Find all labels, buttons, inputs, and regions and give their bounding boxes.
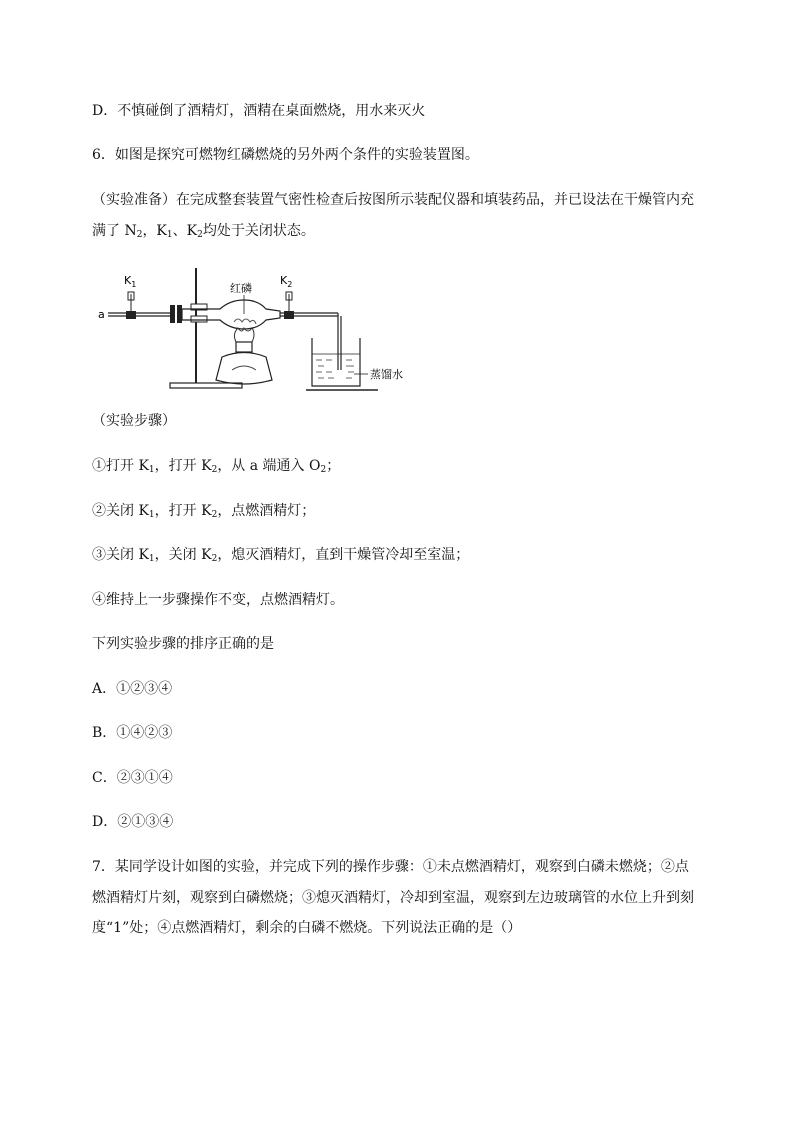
subscript: 2 <box>211 465 218 475</box>
k2-clip <box>284 311 294 319</box>
label-k2-text: K <box>280 274 288 287</box>
q6-question: 下列实验步骤的排序正确的是 <box>92 636 274 652</box>
label-k1-text: K <box>124 274 132 287</box>
apparatus-diagram <box>96 262 426 402</box>
text-run: ，从 a 端通入 O <box>217 458 321 474</box>
beaker <box>312 338 360 386</box>
text-run: 均处于关闭状态。 <box>202 223 315 239</box>
apparatus-figure <box>96 262 426 402</box>
text-run: ，K <box>142 223 167 239</box>
subscript: 1 <box>148 465 155 475</box>
label-k2 <box>280 274 292 289</box>
k1-clip <box>126 311 136 319</box>
stopper-2 <box>177 305 182 323</box>
q6-prep-line-2 <box>92 221 315 245</box>
subscript: 2 <box>197 230 203 240</box>
subscript: 1 <box>148 510 155 520</box>
label-k1-sub: 1 <box>131 280 137 289</box>
label-k2-sub: 2 <box>287 280 293 289</box>
subscript: 1 <box>148 554 155 564</box>
text-run: ①打开 K <box>92 458 149 474</box>
text-run: ，点燃酒精灯； <box>217 503 316 519</box>
q6-steps-heading: （实验步骤） <box>92 413 176 429</box>
q7-line-3: 度“1”处；④点燃酒精灯，剩余的白磷不燃烧。下列说法正确的是（） <box>92 920 522 936</box>
text-run: ，关闭 K <box>154 547 212 563</box>
q6-step-4: ④维持上一步骤操作不变，点燃酒精灯。 <box>92 592 344 608</box>
text-run: ，熄灭酒精灯，直到干燥管冷却至室温； <box>217 547 470 563</box>
label-k1 <box>124 274 136 289</box>
q5-option-d: D．不慎碰倒了酒精灯，酒精在桌面燃烧，用水来灭火 <box>92 103 426 119</box>
q6-stem: 6．如图是探究可燃物红磷燃烧的另外两个条件的实验装置图。 <box>92 147 479 163</box>
text-run: ③关闭 K <box>92 547 149 563</box>
text-run: ，打开 K <box>154 458 212 474</box>
alcohol-lamp <box>216 353 272 385</box>
water-hatching <box>316 360 354 378</box>
flame <box>234 328 254 342</box>
text-run: ②关闭 K <box>92 503 149 519</box>
stopper-1 <box>170 305 175 323</box>
q7-line-1: 7．某同学设计如图的实验，并完成下列的操作步骤：①未点燃酒精灯，观察到白磷未燃烧；②点 <box>92 859 689 875</box>
q6-option-c[interactable]: C．②③①④ <box>92 770 173 786</box>
q6-option-d[interactable]: D．②①③④ <box>92 814 174 830</box>
q7-line-2: 燃酒精灯片刻，观察到白磷燃烧；③熄灭酒精灯，冷却到室温，观察到左边玻璃管的水位上升到刻 <box>92 890 694 906</box>
label-distilled-water: 蒸馏水 <box>370 368 403 381</box>
text-run: 、K <box>172 223 198 239</box>
label-red-phosphorus: 红磷 <box>230 282 252 295</box>
q6-step-1 <box>92 456 340 480</box>
subscript: 2 <box>211 510 218 520</box>
subscript: 1 <box>166 230 173 240</box>
red-phosphorus <box>234 319 256 324</box>
subscript: 2 <box>136 230 143 240</box>
q6-option-b[interactable]: B．①④②③ <box>92 725 173 741</box>
q6-step-3 <box>92 545 469 569</box>
lamp-wick <box>232 366 256 370</box>
subscript: 2 <box>320 465 327 475</box>
clamp-lower <box>191 316 207 322</box>
text-run: ； <box>326 458 341 474</box>
text-run: 满了 N <box>92 223 137 239</box>
lamp-neck <box>236 342 252 352</box>
subscript: 2 <box>211 554 218 564</box>
text-run: ，打开 K <box>154 503 212 519</box>
q6-prep-line-1: （实验准备）在完成整套装置气密性检查后按图所示装配仪器和填装药品，并已设法在干燥管内充 <box>92 192 694 208</box>
q6-step-2 <box>92 501 315 525</box>
label-a: a <box>98 308 105 321</box>
q6-option-a[interactable]: A．①②③④ <box>92 681 173 697</box>
